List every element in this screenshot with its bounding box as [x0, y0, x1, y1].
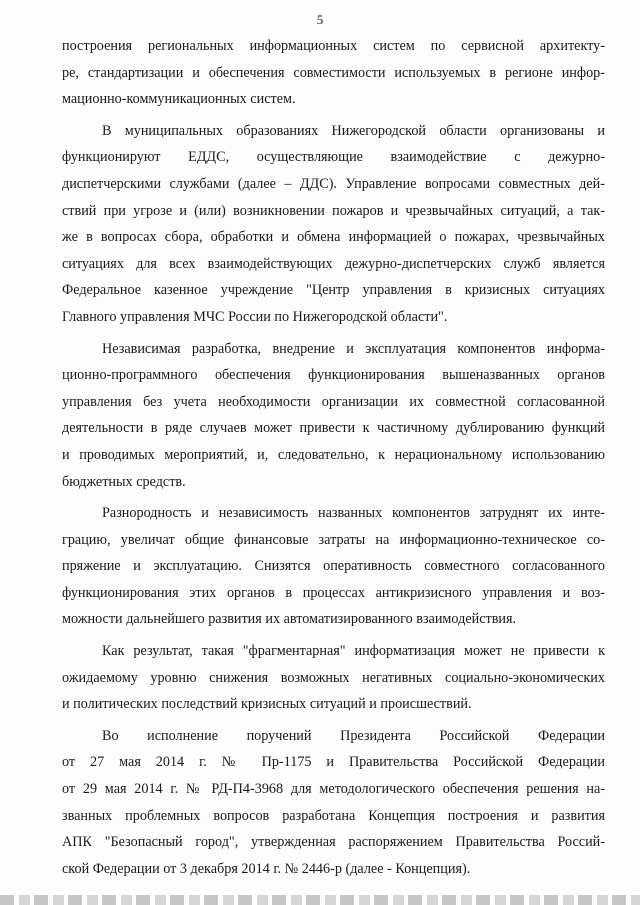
text-line: мационно-коммуникационных систем. [62, 91, 296, 108]
text-line: ционно-программного обеспечения функционирования вышеназванных органов [62, 367, 605, 384]
text-line: ствий при угрозе и (или) возникновении пожаров и чрезвычайных ситуаций, а так- [62, 202, 605, 219]
text-line: пряжение и эксплуатацию. Снизятся оперативность совместного согласованного [62, 558, 605, 575]
paragraph [62, 638, 605, 718]
text-line: можности дальнейшего развития их автоматизированного взаимодействия. [62, 611, 517, 628]
scan-artifact-edge [0, 895, 640, 905]
text-line: деятельности в ряде случаев может привести к частичному дублированию функций [62, 420, 605, 437]
text-line: Федеральное казенное учреждение "Центр управления в кризисных ситуациях [62, 282, 605, 299]
text-line: Разнородность и независимость названных компонентов затруднят их инте- [102, 505, 605, 522]
document-body [62, 33, 605, 882]
text-line: бюджетных средств. [62, 473, 186, 490]
text-line: и проводимых мероприятий, и, следовательно, к нерациональному использованию [62, 446, 605, 463]
text-line: грацию, увеличат общие финансовые затраты на информационно-техническое со- [62, 531, 605, 548]
text-line: и политических последствий кризисных ситуаций и происшествий. [62, 696, 472, 713]
page-number: 5 [316, 12, 324, 27]
text-line: функционирования этих органов в процессах антикризисного управления и воз- [62, 584, 605, 601]
text-line: Как результат, такая "фрагментарная" информатизация может не привести к [102, 643, 605, 660]
paragraph [62, 500, 605, 633]
text-line: Главного управления МЧС России по Нижегородской области". [62, 308, 448, 325]
text-line: построения региональных информационных систем по сервисной архитекту- [62, 38, 605, 54]
text-line: от 27 мая 2014 г. № Пр-1175 и Правительства Российской Федерации [62, 754, 605, 771]
text-line: ожидаемому уровню снижения возможных негативных социально-экономических [62, 669, 605, 686]
text-line: В муниципальных образованиях Нижегородской области организованы и [102, 122, 605, 139]
paragraph [62, 336, 605, 496]
text-line: Во исполнение поручений Президента Российской Федерации [102, 727, 605, 744]
text-line: ситуациях для всех взаимодействующих дежурно-диспетчерских служб является [62, 255, 605, 272]
text-line: званных проблемных вопросов разработана Концепция построения и развития [62, 807, 605, 824]
text-line: Независимая разработка, внедрение и эксплуатация компонентов информа- [102, 340, 605, 357]
text-line: функционируют ЕДДС, осуществляющие взаимодействие с дежурно- [62, 149, 605, 166]
text-line: ре, стандартизации и обеспечения совместимости используемых в регионе инфор- [62, 64, 605, 81]
paragraph [62, 118, 605, 331]
text-line: ской Федерации от 3 декабря 2014 г. № 2446-р (далее - Концепция). [62, 860, 471, 877]
paragraph [62, 723, 605, 883]
paragraph [62, 33, 605, 113]
text-line: от 29 мая 2014 г. № РД-П4-3968 для методологического обеспечения решения на- [62, 781, 605, 798]
text-line: же в вопросах сбора, обработки и обмена информацией о пожарах, чрезвычайных [62, 229, 605, 246]
text-line: АПК "Безопасный город", утвержденная распоряжением Правительства Россий- [62, 834, 605, 851]
text-line: управления без учета необходимости организации их совместной согласованной [62, 393, 605, 410]
text-line: диспетчерскими службами (далее – ДДС). Управление вопросами совместных дей- [62, 175, 605, 192]
